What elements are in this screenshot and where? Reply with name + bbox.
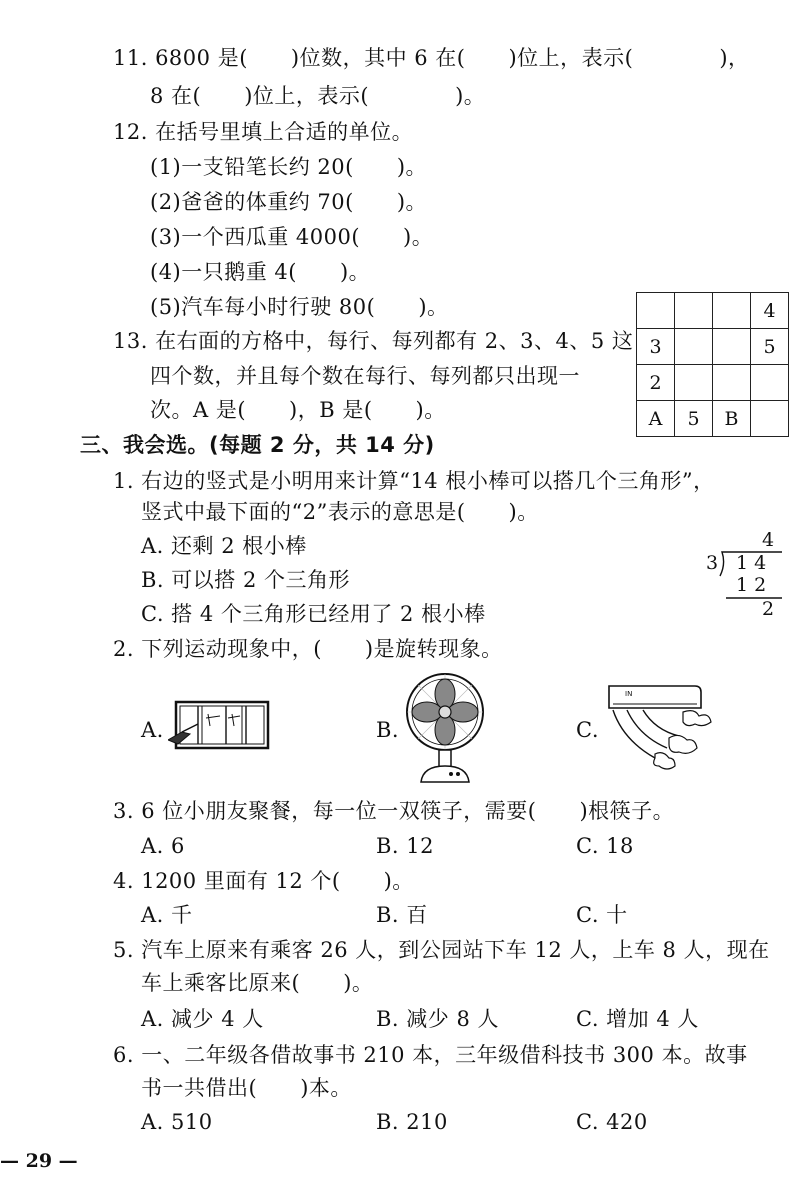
grid-cell: 5 (675, 401, 713, 437)
grid-cell: 4 (751, 293, 789, 329)
page-number: — 29 — (0, 1150, 78, 1172)
q12-item-2: (2)爸爸的体重约 70( )。 (150, 190, 428, 214)
grid-row (637, 329, 789, 365)
s6-option-c: C. 420 (576, 1110, 648, 1134)
q11-line2: 8 在( )位上，表示( )。 (150, 84, 486, 108)
s1-line2: 竖式中最下面的“2”表示的意思是( )。 (141, 500, 539, 524)
number-grid (636, 292, 789, 437)
s2-label-b: B. (376, 718, 400, 742)
s4-option-c: C. 十 (576, 903, 628, 927)
section-title: 三、我会选。(每题 2 分，共 14 分) (80, 433, 435, 457)
s1-option-b: B. 可以搭 2 个三角形 (141, 568, 350, 592)
q13-line2: 四个数，并且每个数在每行、每列都只出现一 (150, 364, 580, 388)
grid-row (637, 365, 789, 401)
grid-cell: 5 (751, 329, 789, 365)
q13-line1: 13. 在右面的方格中，每行、每列都有 2、3、4、5 这 (113, 329, 634, 353)
q12-item-5: (5)汽车每小时行驶 80( )。 (150, 295, 449, 319)
q13-line3: 次。A 是( )，B 是( )。 (150, 398, 446, 422)
s6-line1: 6. 一、二年级各借故事书 210 本，三年级借科技书 300 本。故事 (113, 1043, 748, 1067)
grid-cell (751, 365, 789, 401)
division-divisor: 3 (706, 552, 719, 574)
ac-brand-label: IN (625, 690, 633, 698)
s5-option-a: A. 减少 4 人 (141, 1007, 264, 1031)
grid-cell (637, 293, 675, 329)
s4-option-b: B. 百 (376, 903, 428, 927)
s6-option-a: A. 510 (141, 1110, 213, 1134)
q12-title: 12. 在括号里填上合适的单位。 (113, 120, 414, 144)
division-dividend: 1 4 (736, 552, 767, 574)
s3-line1: 3. 6 位小朋友聚餐，每一位一双筷子，需要( )根筷子。 (113, 799, 675, 823)
grid-cell: 2 (637, 365, 675, 401)
division-remainder: 2 (762, 598, 775, 620)
s1-option-c: C. 搭 4 个三角形已经用了 2 根小棒 (141, 602, 486, 626)
s6-line2: 书一共借出( )本。 (141, 1076, 352, 1100)
grid-cell (675, 293, 713, 329)
s2-label-c: C. (576, 718, 599, 742)
s4-option-a: A. 千 (141, 903, 193, 927)
s3-option-a: A. 6 (141, 834, 185, 858)
s6-option-b: B. 210 (376, 1110, 448, 1134)
long-division (700, 528, 790, 628)
division-quotient: 4 (762, 529, 775, 551)
grid-cell (675, 365, 713, 401)
air-conditioner-icon (603, 678, 719, 776)
s3-option-c: C. 18 (576, 834, 634, 858)
grid-cell: B (713, 401, 751, 437)
s5-option-b: B. 减少 8 人 (376, 1007, 499, 1031)
q12-item-1: (1)一支铅笔长约 20( )。 (150, 155, 428, 179)
s1-line1: 1. 右边的竖式是小明用来计算“14 根小棒可以搭几个三角形”， (113, 469, 715, 493)
grid-cell (675, 329, 713, 365)
division-product: 1 2 (736, 574, 767, 596)
grid-cell (713, 329, 751, 365)
s2-line1: 2. 下列运动现象中，( )是旋转现象。 (113, 637, 503, 661)
s2-label-a: A. (141, 718, 164, 742)
s5-line2: 车上乘客比原来( )。 (141, 971, 374, 995)
grid-cell: 3 (637, 329, 675, 365)
electric-fan-icon (403, 670, 487, 786)
window-slide-icon (168, 696, 276, 758)
q11-line1: 11. 6800 是( )位数，其中 6 在( )位上，表示( )， (113, 46, 750, 70)
s1-option-a: A. 还剩 2 根小棒 (141, 534, 307, 558)
grid-row (637, 401, 789, 437)
s3-option-b: B. 12 (376, 834, 435, 858)
grid-cell: A (637, 401, 675, 437)
division-bracket (700, 528, 790, 628)
q12-item-3: (3)一个西瓜重 4000( )。 (150, 225, 434, 249)
q12-item-4: (4)一只鹅重 4( )。 (150, 260, 371, 284)
grid-cell (713, 365, 751, 401)
s4-line1: 4. 1200 里面有 12 个( )。 (113, 869, 414, 893)
s5-line1: 5. 汽车上原来有乘客 26 人，到公园站下车 12 人，上车 8 人，现在 (113, 938, 770, 962)
grid-cell (713, 293, 751, 329)
grid-cell (751, 401, 789, 437)
grid-row (637, 293, 789, 329)
s5-option-c: C. 增加 4 人 (576, 1007, 699, 1031)
